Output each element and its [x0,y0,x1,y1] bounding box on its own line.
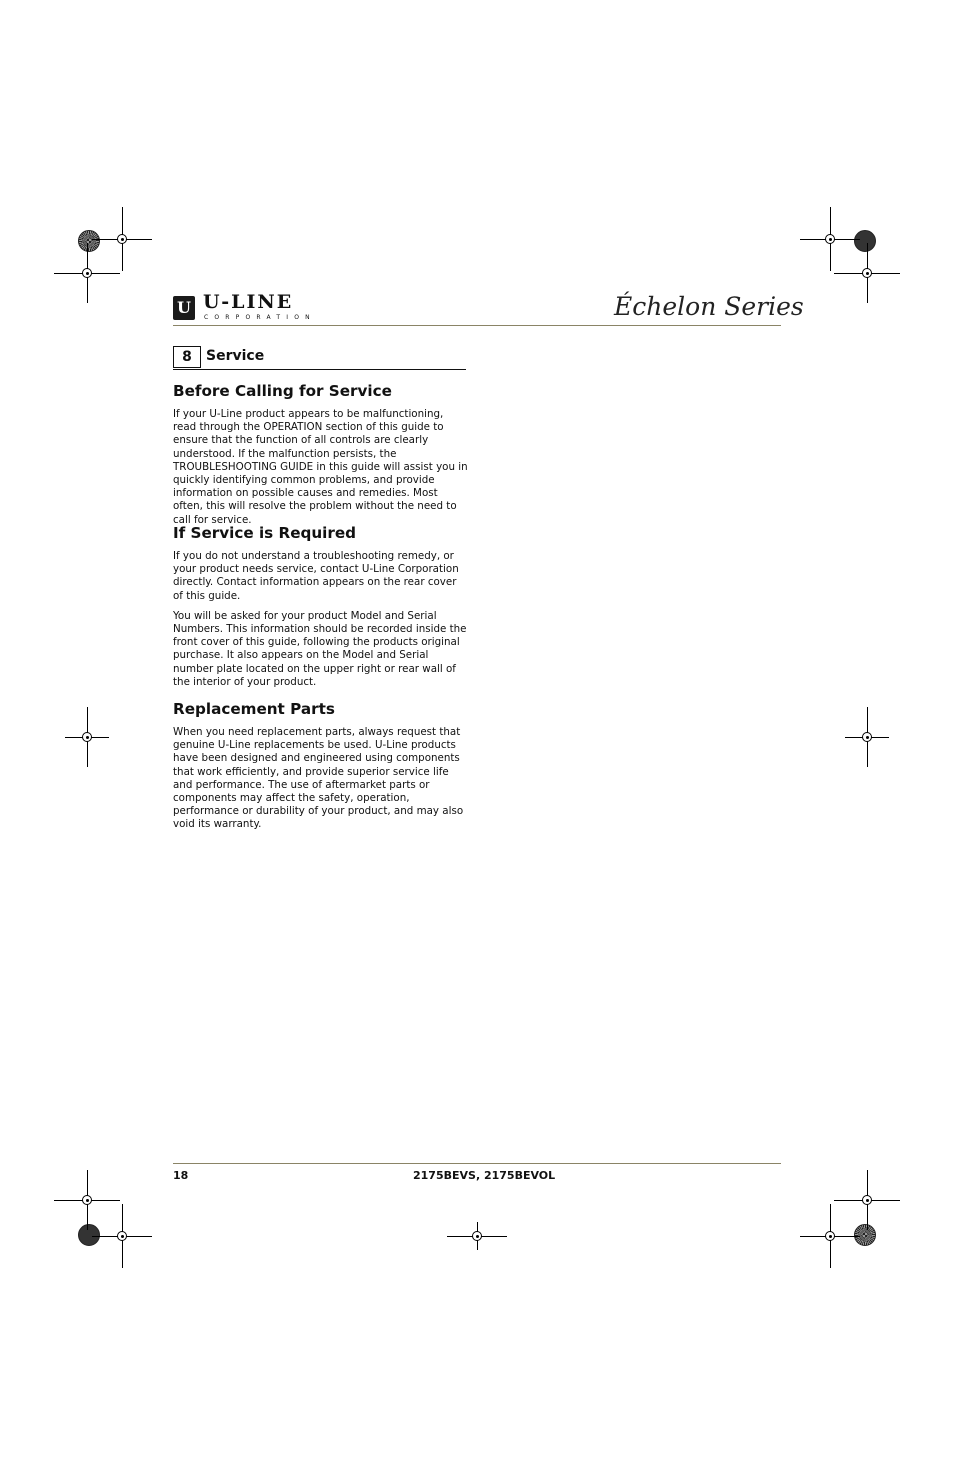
replacement-heading: Replacement Parts [173,700,335,718]
color-wheel-mark [78,1224,100,1246]
color-wheel-mark [78,230,100,252]
if-required-section [173,524,469,689]
before-calling-section [173,382,469,527]
if-required-heading: If Service is Required [173,524,357,542]
series-title: Échelon Series [614,292,804,321]
model-numbers: 2175BEVS, 2175BEVOL [413,1169,556,1182]
replacement-paragraph: When you need replacement parts, always request that genuine U-Line replacements be used. U-Line products have been designed and engineered using components that work efficiently, and provide superior service life and performance. The use of aftermarket parts or components may affect the safety, operation, performance or durability of your product, and may also void its warranty. [173,726,464,831]
brand-name: U-LINE [203,291,294,313]
before-calling-heading: Before Calling for Service [173,382,392,400]
if-required-paragraph-1: If you do not understand a troubleshooting remedy, or your product needs service, contact U-Line Corporation directly. Contact information appears on the rear cover of this guide. [173,550,459,602]
footer-divider [173,1163,781,1164]
brand-subtitle: CORPORATION [204,314,316,321]
if-required-paragraph-2: You will be asked for your product Model and Serial Numbers. This information should be recorded inside the front cover of this guide, following the products original purchase. It also appears on the Model and Serial number plate located on the upper right or rear wall of the interior of your product. [173,609,467,688]
color-wheel-mark [854,1224,876,1246]
color-wheel-mark [854,230,876,252]
section-divider [173,369,466,370]
before-calling-paragraph: If your U-Line product appears to be malfunctioning, read through the OPERATION section of this guide to ensure that the function of all controls are clearly understood. If the malfunction persists, the TROUBLESHOOTING GUIDE in this guide will assist you in quickly identifying common problems, and provide information on possible causes and remedies. Most often, this will resolve the problem without the need to call for service. [173,408,468,526]
page-number: 18 [173,1169,189,1182]
uline-logo-mark: U [173,296,195,320]
section-number: 8 [173,346,201,368]
section-title: Service [206,348,265,364]
replacement-section [173,700,469,832]
header-divider [173,325,781,326]
